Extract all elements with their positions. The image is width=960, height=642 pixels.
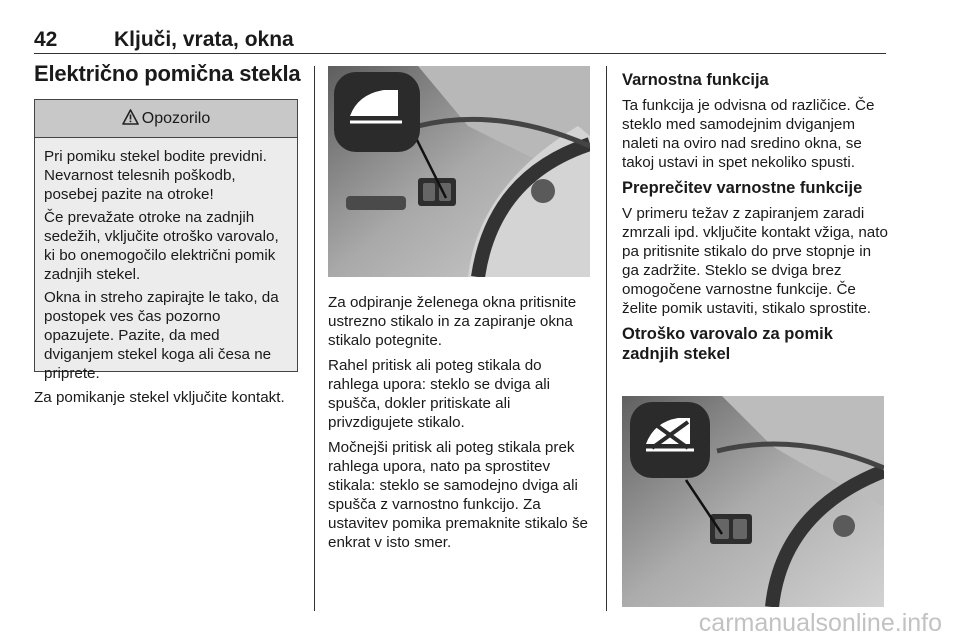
body-paragraph: Ta funkcija je odvisna od različice. Če steklo med samodejnim dviganjem naleti na oviro nad sredino okna, se takoj ustavi in spet nekoliko spusti. <box>622 97 875 171</box>
section-title: Električno pomična stekla <box>34 61 301 86</box>
column3-text <box>622 66 890 370</box>
warning-body <box>35 138 297 383</box>
header-rule <box>34 53 886 54</box>
body-paragraph: Močnejši pritisk ali poteg stikala prek rahlega upora, nato pa sprostitev stikala: steklo se samodejno dviga ali spušča z varnostno funkcijo. Za ustavitev pomika premaknite stikalo še enkrat v isto smer. <box>328 439 588 551</box>
warning-title: Opozorilo <box>141 109 211 127</box>
child-lock-figure <box>622 396 884 607</box>
warning-header <box>35 100 297 138</box>
body-paragraph: V primeru težav z zapiranjem zaradi zmrzali ipd. vključite kontakt vžiga, nato pa pritisnite stikalo do prve stopnje in ga zadržite. Steklo se dviga brez omogočene varnostne funkcije. Če želite pomik ustaviti, stikalo sprostite. <box>622 205 888 317</box>
chapter-title: Ključi, vrata, okna <box>114 28 294 51</box>
page-number: 42 <box>34 28 58 51</box>
subheading-override: Preprečitev varnostne funkcije <box>622 179 863 197</box>
warning-triangle-icon <box>122 109 139 128</box>
subheading-child-lock: Otroško varovalo za pomik zadnjih stekel <box>622 325 833 363</box>
warning-paragraph: Okna in streho zapirajte le tako, da postopek ves čas pozorno opazujete. Pazite, da med dviganjem stekel koga ali česa ne priprete. <box>44 289 279 382</box>
warning-paragraph: Če prevažate otroke na zadnjih sedežih, vključite otroško varovalo, ki bo onemogočilo električni pomik zadnjih stekel. <box>44 209 279 283</box>
page-header <box>34 24 886 54</box>
column1-text <box>34 388 302 413</box>
warning-paragraph: Pri pomiku stekel bodite previdni. Nevarnost telesnih poškodb, posebej pazite na otroke! <box>44 148 267 203</box>
body-paragraph: Rahel pritisk ali poteg stikala do rahlega upora: steklo se dviga ali spušča, dokler pritiskate ali privzdigujete stikalo. <box>328 357 551 431</box>
watermark: carmanualsonline.info <box>698 609 942 637</box>
window-switch-figure <box>328 66 590 277</box>
subheading-safety: Varnostna funkcija <box>622 71 769 89</box>
column-divider <box>314 66 315 611</box>
body-paragraph: Za odpiranje želenega okna pritisnite ustrezno stikalo in za zapiranje okna stikalo potegnite. <box>328 294 577 349</box>
warning-box <box>34 99 298 382</box>
column-divider <box>606 66 607 611</box>
body-paragraph: Za pomikanje stekel vključite kontakt. <box>34 389 285 406</box>
column2-text <box>328 293 593 558</box>
